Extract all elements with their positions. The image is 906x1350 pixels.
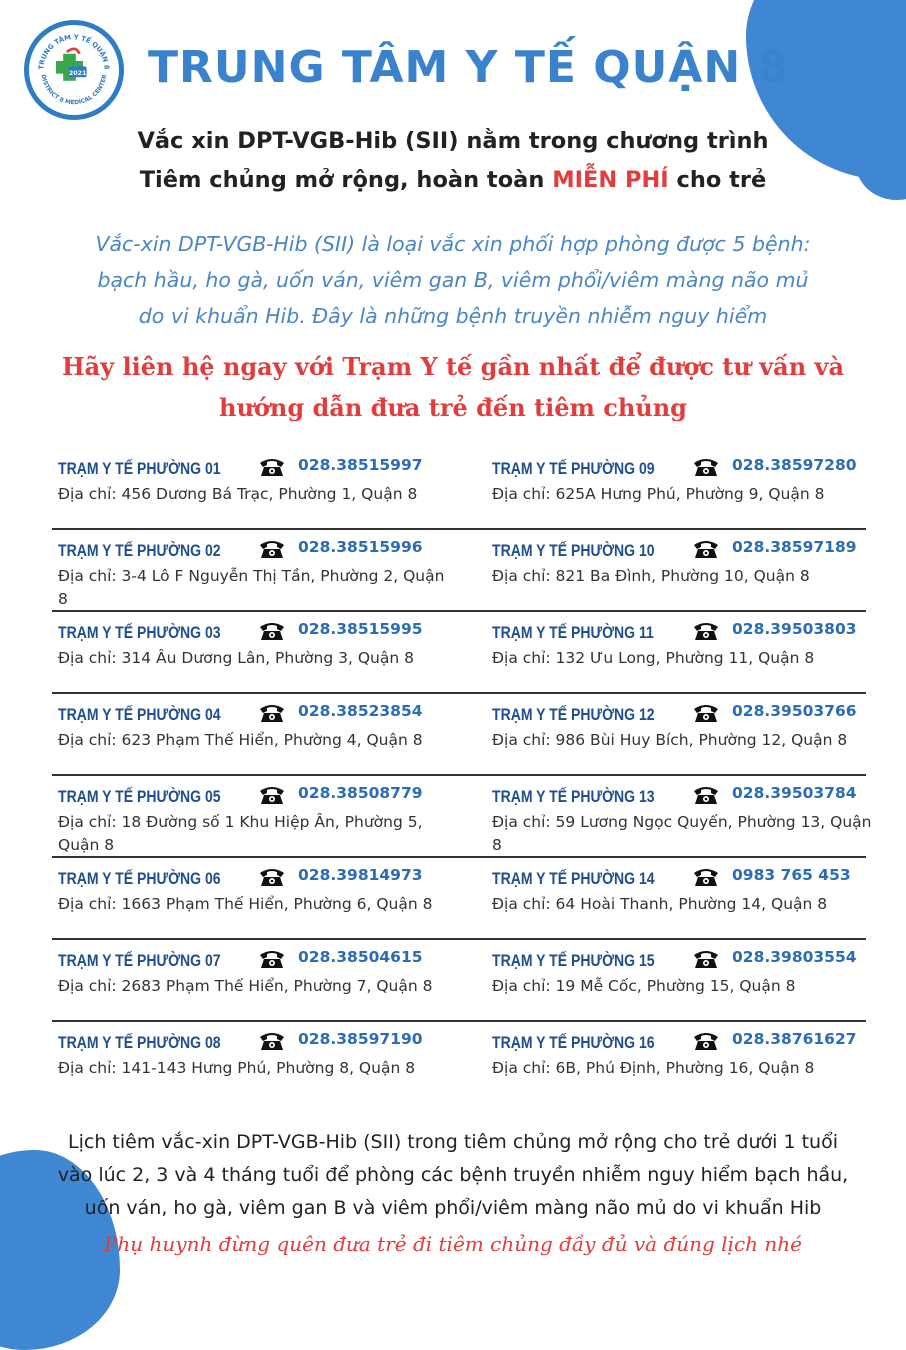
schedule-line-2: vào lúc 2, 3 và 4 tháng tuổi để phòng các bệnh truyền nhiễm nguy hiểm bạch hầu,	[57, 1164, 849, 1186]
station-phone[interactable]: 028.39803554	[732, 948, 857, 966]
intro-line-1: Vắc-xin DPT-VGB-Hib (SII) là loại vắc xin phối hợp phòng được 5 bệnh:	[95, 232, 811, 256]
station-row	[52, 530, 866, 612]
station-name: TRẠM Y TẾ PHƯỜNG 01	[58, 460, 221, 478]
telephone-icon	[258, 620, 286, 642]
schedule-line-3: uốn ván, ho gà, viêm gan B và viêm phổi/viêm màng não mủ do vi khuẩn Hib	[84, 1197, 822, 1219]
telephone-icon	[258, 538, 286, 560]
station-phone[interactable]: 028.38597280	[732, 456, 857, 474]
station-address: Địa chỉ: 821 Ba Đình, Phường 10, Quận 8	[492, 567, 810, 585]
logo-text-bottom: DISTRICT 8 MEDICAL CENTER	[39, 74, 109, 107]
station-phone[interactable]: 028.38523854	[298, 702, 423, 720]
station-phone[interactable]: 028.39814973	[298, 866, 423, 884]
telephone-icon	[692, 948, 720, 970]
headline-line-2	[0, 167, 906, 193]
station-name: TRẠM Y TẾ PHƯỜNG 07	[58, 952, 221, 970]
station-name: TRẠM Y TẾ PHƯỜNG 06	[58, 870, 221, 888]
telephone-icon	[692, 620, 720, 642]
station-address: Địa chỉ: 141-143 Hưng Phú, Phường 8, Quận 8	[58, 1059, 416, 1077]
station-phone[interactable]: 028.38515995	[298, 620, 423, 638]
station-name: TRẠM Y TẾ PHƯỜNG 12	[492, 706, 655, 724]
station-name: TRẠM Y TẾ PHƯỜNG 10	[492, 542, 655, 560]
station-address: Địa chỉ: 2683 Phạm Thế Hiển, Phường 7, Quận 8	[58, 977, 433, 995]
telephone-icon	[258, 702, 286, 724]
station-address: Địa chỉ: 18 Đường số 1 Khu Hiệp Ân, Phường 5, Quận 8	[58, 813, 423, 854]
telephone-icon	[258, 866, 286, 888]
station-name: TRẠM Y TẾ PHƯỜNG 04	[58, 706, 221, 724]
free-highlight: MIỄN PHÍ	[552, 167, 669, 193]
station-name: TRẠM Y TẾ PHƯỜNG 14	[492, 870, 655, 888]
telephone-icon	[692, 866, 720, 888]
station-phone[interactable]: 028.38508779	[298, 784, 423, 802]
station-address: Địa chỉ: 314 Âu Dương Lân, Phường 3, Quận 8	[58, 649, 414, 667]
telephone-icon	[692, 702, 720, 724]
station-address: Địa chỉ: 623 Phạm Thế Hiển, Phường 4, Quận 8	[58, 731, 423, 749]
intro-line-3: do vi khuẩn Hib. Đây là những bệnh truyền nhiễm nguy hiểm	[138, 304, 768, 328]
station-row	[52, 940, 866, 1022]
station-address: Địa chỉ: 1663 Phạm Thế Hiển, Phường 6, Quận 8	[58, 895, 433, 913]
station-phone[interactable]: 028.39503784	[732, 784, 857, 802]
station-row	[52, 858, 866, 940]
telephone-icon	[692, 538, 720, 560]
call-to-action	[0, 346, 906, 428]
station-phone[interactable]: 0983 765 453	[732, 866, 851, 884]
telephone-icon	[692, 456, 720, 478]
station-address: Địa chỉ: 64 Hoài Thanh, Phường 14, Quận 8	[492, 895, 828, 913]
station-name: TRẠM Y TẾ PHƯỜNG 11	[492, 624, 654, 642]
station-phone[interactable]: 028.39503803	[732, 620, 857, 638]
telephone-icon	[692, 784, 720, 806]
station-address: Địa chỉ: 625A Hưng Phú, Phường 9, Quận 8	[492, 485, 825, 503]
intro-line-2: bạch hầu, ho gà, uốn ván, viêm gan B, viêm phổi/viêm màng não mủ	[97, 268, 809, 292]
station-phone[interactable]: 028.38504615	[298, 948, 423, 966]
station-name: TRẠM Y TẾ PHƯỜNG 02	[58, 542, 221, 560]
station-name: TRẠM Y TẾ PHƯỜNG 16	[492, 1034, 655, 1052]
station-name: TRẠM Y TẾ PHƯỜNG 13	[492, 788, 655, 806]
station-row	[52, 694, 866, 776]
telephone-icon	[258, 1030, 286, 1052]
logo-text-top: TRUNG TÂM Y TẾ QUẬN 8	[37, 33, 111, 70]
schedule-line-1: Lịch tiêm vắc-xin DPT-VGB-Hib (SII) trong tiêm chủng mở rộng cho trẻ dưới 1 tuổi	[68, 1131, 838, 1153]
headline-suffix: cho trẻ	[668, 167, 767, 193]
station-address: Địa chỉ: 3-4 Lô F Nguyễn Thị Tần, Phường 2, Quận 8	[58, 567, 445, 608]
reminder-slogan: Phụ huynh đừng quên đưa trẻ đi tiêm chủng đầy đủ và đúng lịch nhé	[103, 1232, 803, 1256]
station-address: Địa chỉ: 132 Ưu Long, Phường 11, Quận 8	[492, 649, 815, 667]
station-name: TRẠM Y TẾ PHƯỜNG 15	[492, 952, 655, 970]
station-directory	[52, 448, 872, 1102]
headline-line-1: Vắc xin DPT-VGB-Hib (SII) nằm trong chương trình	[137, 128, 769, 154]
station-phone[interactable]: 028.38515996	[298, 538, 423, 556]
station-row	[52, 612, 866, 694]
station-phone[interactable]: 028.38597189	[732, 538, 857, 556]
schedule-note	[40, 1126, 866, 1225]
station-name: TRẠM Y TẾ PHƯỜNG 08	[58, 1034, 221, 1052]
station-address: Địa chỉ: 59 Lương Ngọc Quyến, Phường 13, Quận 8	[492, 813, 872, 854]
telephone-icon	[258, 784, 286, 806]
telephone-icon	[258, 948, 286, 970]
station-row	[52, 1022, 866, 1102]
station-name: TRẠM Y TẾ PHƯỜNG 03	[58, 624, 221, 642]
cta-line-1: Hãy liên hệ ngay với Trạm Y tế gần nhất để được tư vấn và	[61, 352, 844, 381]
intro-paragraph	[40, 226, 866, 334]
telephone-icon	[692, 1030, 720, 1052]
cta-line-2: hướng dẫn đưa trẻ đến tiêm chủng	[219, 393, 687, 422]
station-name: TRẠM Y TẾ PHƯỜNG 05	[58, 788, 221, 806]
station-address: Địa chỉ: 6B, Phú Định, Phường 16, Quận 8	[492, 1059, 815, 1077]
medical-center-logo	[24, 20, 124, 120]
station-phone[interactable]: 028.38761627	[732, 1030, 857, 1048]
logo-year: 2021	[68, 69, 87, 77]
station-row	[52, 776, 872, 858]
station-address: Địa chỉ: 456 Dương Bá Trạc, Phường 1, Quận 8	[58, 485, 418, 503]
station-name: TRẠM Y TẾ PHƯỜNG 09	[492, 460, 655, 478]
station-phone[interactable]: 028.38597190	[298, 1030, 423, 1048]
station-phone[interactable]: 028.38515997	[298, 456, 423, 474]
station-address: Địa chỉ: 986 Bùi Huy Bích, Phường 12, Quận 8	[492, 731, 848, 749]
station-phone[interactable]: 028.39503766	[732, 702, 857, 720]
telephone-icon	[258, 456, 286, 478]
station-address: Địa chỉ: 19 Mễ Cốc, Phường 15, Quận 8	[492, 977, 796, 995]
page-title: TRUNG TÂM Y TẾ QUẬN 8	[148, 42, 790, 93]
station-row	[52, 448, 866, 530]
headline-prefix: Tiêm chủng mở rộng, hoàn toàn	[139, 167, 553, 193]
